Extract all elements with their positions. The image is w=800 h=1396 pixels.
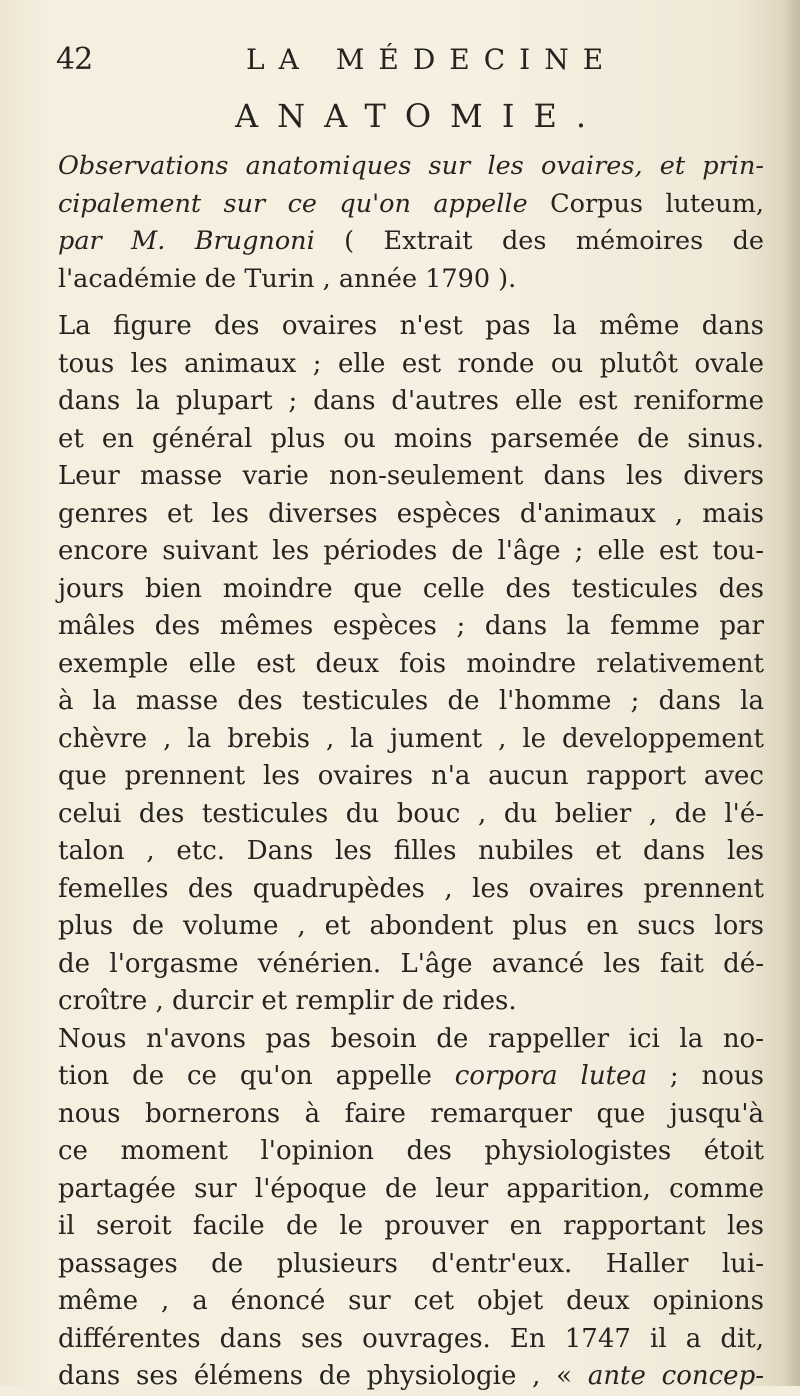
- text-line: [58, 1208, 764, 1246]
- page-number: 42: [56, 42, 93, 77]
- text-run: il seroit facile de le prouver en rapportant les: [58, 1211, 764, 1241]
- text-line: [58, 1246, 764, 1284]
- italic-text: ante concep-: [587, 1361, 764, 1391]
- text-line: à la masse des testicules de l'homme ; dans la: [58, 686, 764, 716]
- text-line: jours bien moindre que celle des testicules des: [58, 573, 764, 604]
- page-edge-shadow: [782, 0, 800, 1386]
- text-run: passages de plusieurs d'entr'eux. Haller lui-: [58, 1248, 764, 1279]
- section-title: ANATOMIE.: [235, 97, 605, 135]
- text-line: plus de volume , et abondent plus en sucs lors: [58, 911, 764, 941]
- text-line: tous les animaux ; elle est ronde ou plutôt ovale: [58, 348, 764, 379]
- italic-text: cipalement sur ce qu'on appelle: [58, 188, 551, 219]
- text-line: dans la plupart ; dans d'autres elle est reniforme: [58, 386, 764, 416]
- text-line: celui des testicules du bouc , du belier , de l'é-: [58, 798, 764, 829]
- text-run: l'académie de Turin , année 1790 ).: [58, 263, 517, 294]
- text-line: [58, 1096, 764, 1134]
- text-line: [58, 223, 764, 261]
- text-block: [58, 148, 764, 1396]
- text-line: La figure des ovaires n'est pas la même dans: [58, 311, 764, 341]
- text-run: dans ses élémens de physiologie , «: [58, 1361, 588, 1391]
- text-line: que prennent les ovaires n'a aucun rapport avec: [58, 761, 764, 791]
- text-line: [58, 1358, 764, 1396]
- text-line: [58, 148, 764, 186]
- text-line: [58, 1021, 764, 1059]
- paragraph-1: [58, 308, 764, 1021]
- italic-text: Observations anatomiques sur les ovaires, et prin-: [58, 151, 764, 181]
- text-run: Nous n'avons pas besoin de rappeller ici la no-: [58, 1023, 764, 1054]
- text-line: [58, 186, 764, 224]
- italic-text: par M. Brugnoni: [58, 226, 315, 256]
- text-line: genres et les diverses espèces d'animaux , mais: [58, 498, 764, 529]
- text-run: ( Extrait des mémoires de: [314, 226, 764, 256]
- text-line: [58, 1133, 764, 1171]
- text-line: [58, 1283, 764, 1321]
- text-line: de l'orgasme vénérien. L'âge avancé les fait dé-: [58, 948, 764, 979]
- text-line: [58, 1321, 764, 1359]
- text-line: et en général plus ou moins parsemée de sinus.: [58, 423, 764, 454]
- running-title: LA MÉDECINE: [246, 43, 618, 76]
- text-line: encore suivant les périodes de l'âge ; elle est tou-: [58, 536, 764, 566]
- text-line: [58, 261, 764, 299]
- text-line: exemple elle est deux fois moindre relativement: [58, 648, 764, 679]
- text-line: Leur masse varie non-seulement dans les divers: [58, 461, 764, 491]
- text-run: même , a énoncé sur cet objet deux opinions: [58, 1286, 764, 1316]
- text-line: mâles des mêmes espèces ; dans la femme par: [58, 611, 764, 641]
- italic-text: corpora lutea: [454, 1061, 647, 1091]
- article-heading: [58, 148, 764, 298]
- text-run: tion de ce qu'on appelle: [58, 1061, 455, 1091]
- text-run: partagée sur l'époque de leur apparition, comme: [58, 1173, 764, 1204]
- text-run: Corpus luteum,: [550, 188, 764, 219]
- spacer: [58, 298, 764, 308]
- text-line: chèvre , la brebis , la jument , le developpement: [58, 723, 764, 754]
- text-run: ; nous: [646, 1061, 765, 1091]
- text-run: nous bornerons à faire remarquer que jusqu'à: [58, 1098, 764, 1129]
- text-line: croître , durcir et remplir de rides.: [58, 986, 517, 1016]
- text-line: [58, 1058, 764, 1096]
- text-line: [58, 1171, 764, 1209]
- text-line: talon , etc. Dans les filles nubiles et dans les: [58, 836, 764, 866]
- text-line: femelles des quadrupèdes , les ovaires prennent: [58, 873, 764, 904]
- text-run: ce moment l'opinion des physiologistes étoit: [58, 1136, 764, 1166]
- paragraph-2: [58, 1021, 764, 1396]
- text-run: différentes dans ses ouvrages. En 1747 il a dit,: [58, 1323, 764, 1354]
- running-head: [56, 40, 756, 80]
